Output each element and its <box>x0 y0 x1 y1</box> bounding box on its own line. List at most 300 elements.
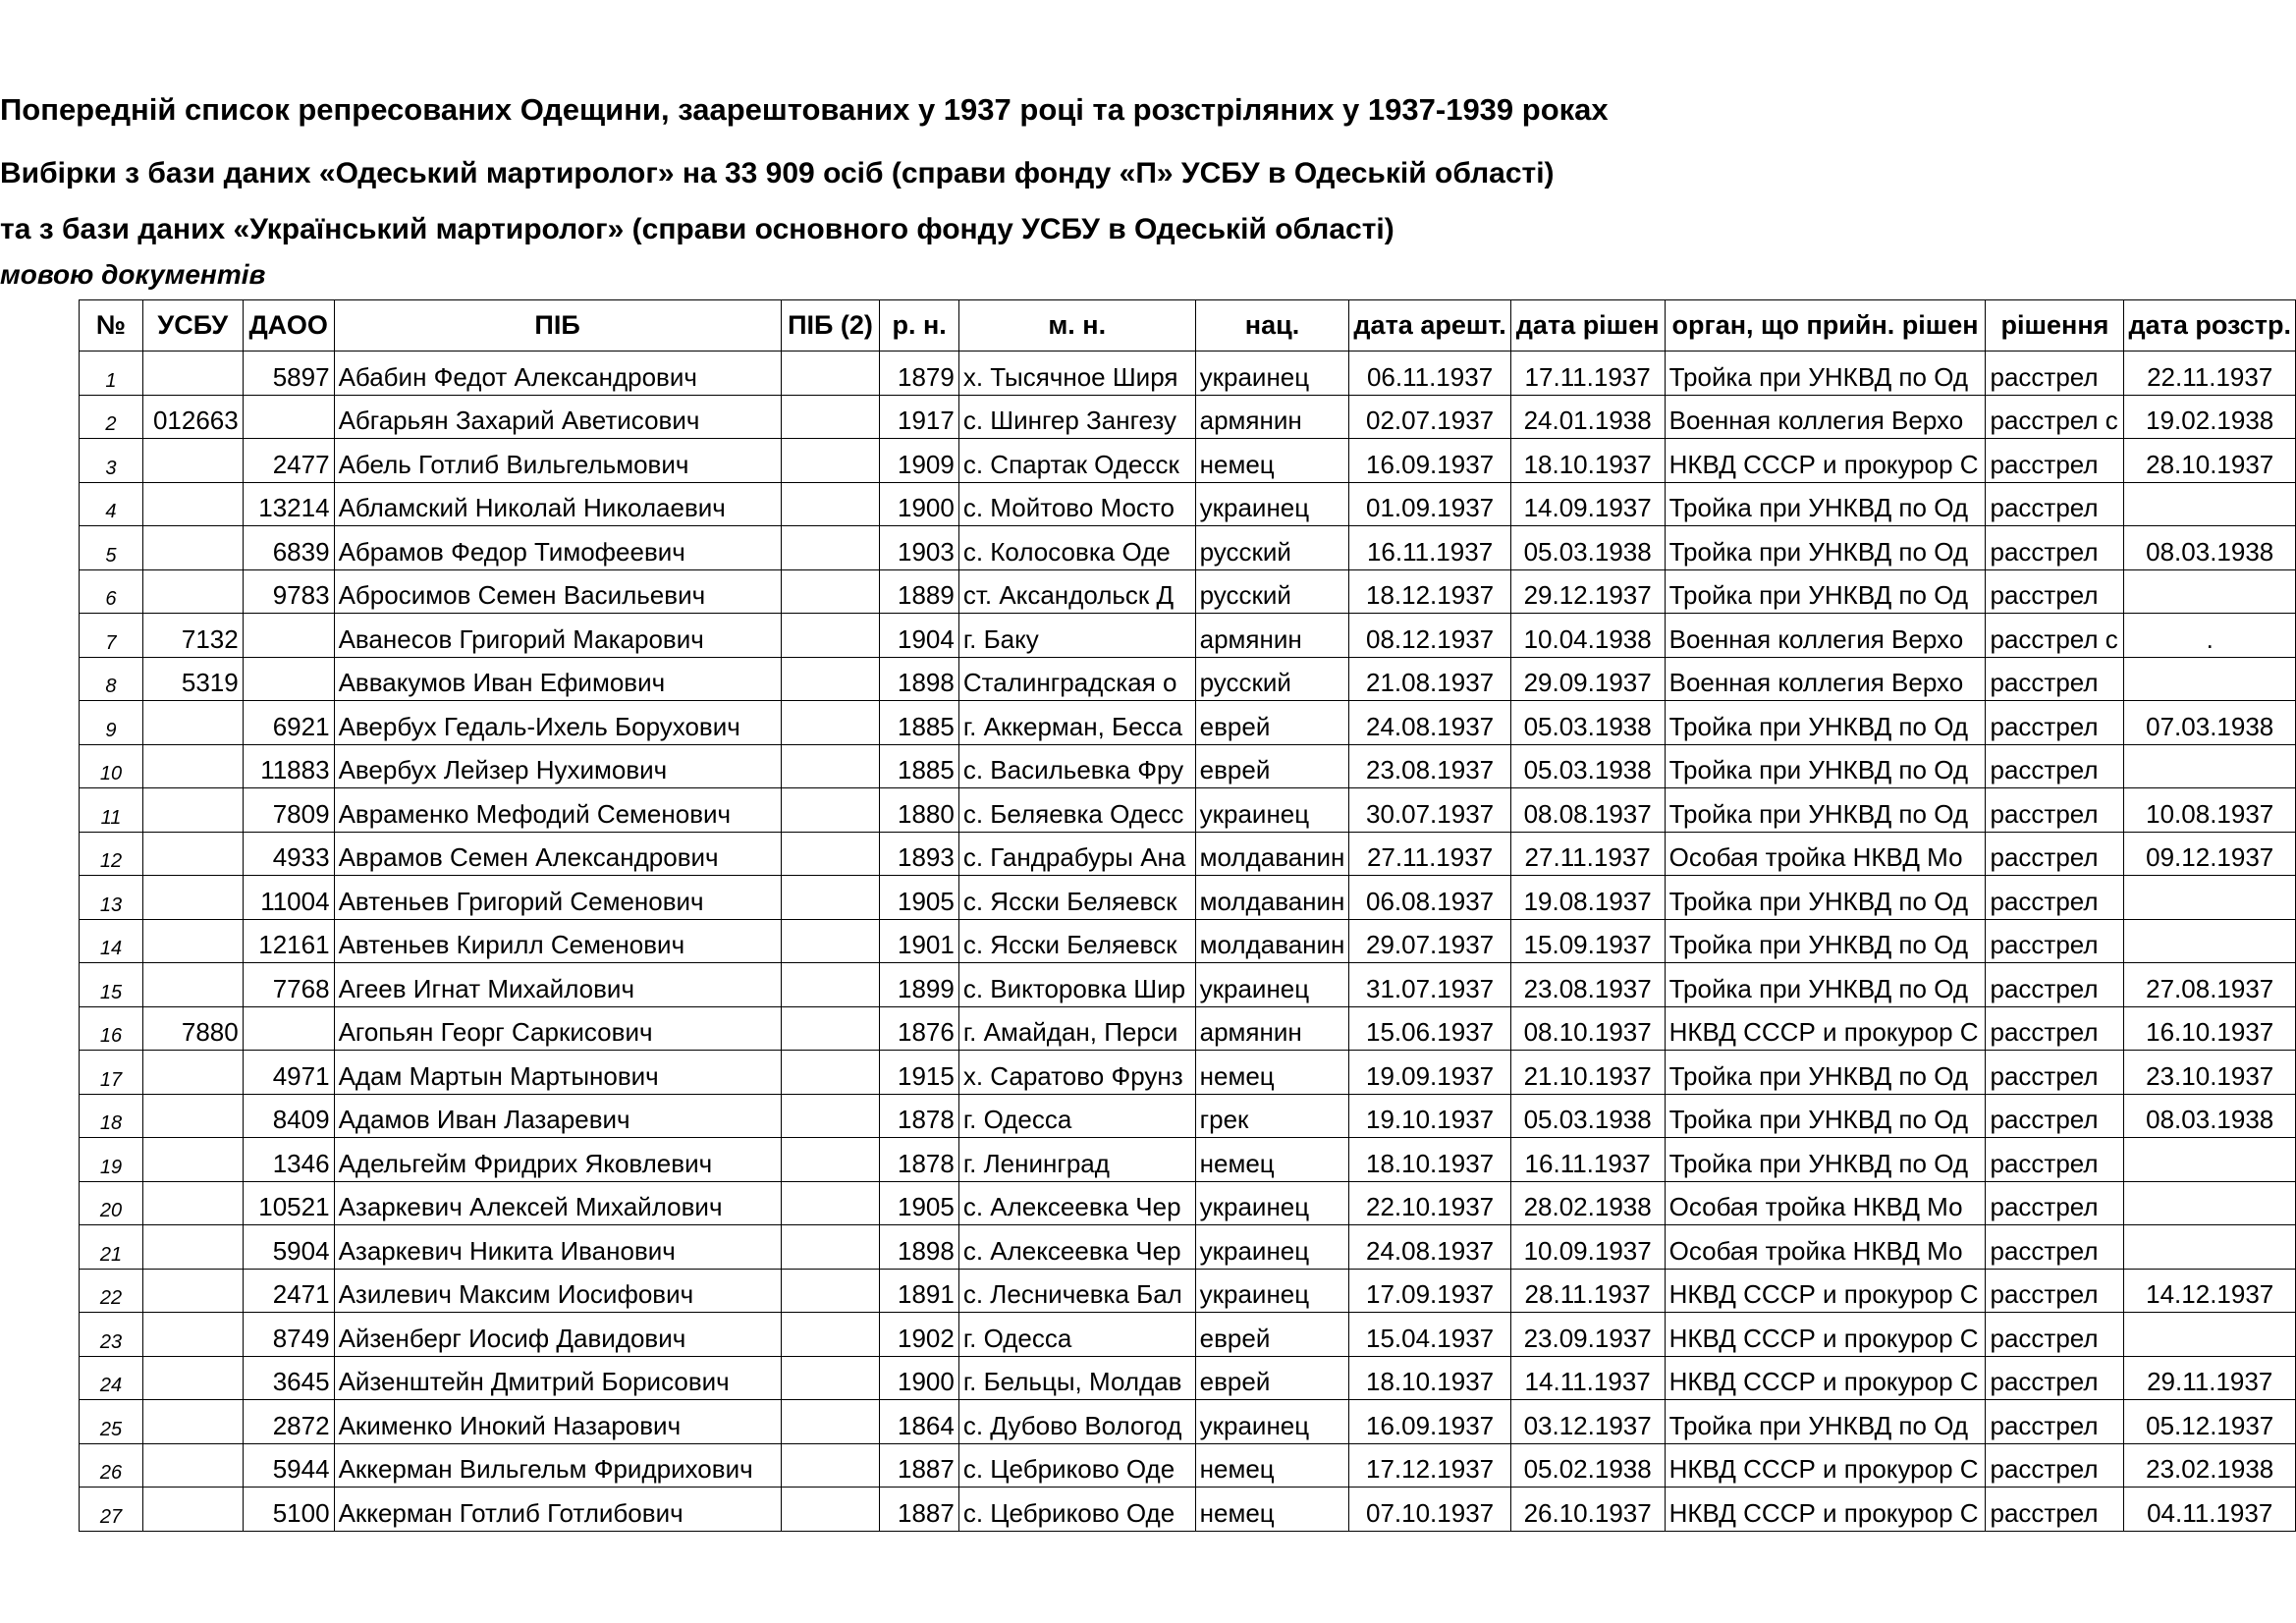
table-cell: Особая тройка НКВД Мо <box>1665 1181 1986 1225</box>
table-cell: х. Тысячное Ширя <box>958 352 1195 396</box>
table-cell: Авраменко Мефодий Семенович <box>334 788 781 833</box>
table-cell: Тройка при УНКВД по Од <box>1665 744 1986 788</box>
table-cell <box>781 614 880 658</box>
table-cell: украинец <box>1195 1181 1349 1225</box>
table-cell: расстрел <box>1986 1443 2124 1488</box>
table-cell: 21 <box>80 1225 143 1270</box>
table-row <box>80 744 2296 788</box>
table-cell: Тройка при УНКВД по Од <box>1665 1138 1986 1182</box>
table-cell: 1864 <box>880 1400 958 1444</box>
table-cell: 15 <box>80 963 143 1007</box>
table-cell: русский <box>1195 526 1349 570</box>
table-cell: 11883 <box>243 744 334 788</box>
table-cell: Агеев Игнат Михайлович <box>334 963 781 1007</box>
table-cell: 05.03.1938 <box>1510 526 1665 570</box>
table-cell <box>142 1138 243 1182</box>
table-cell: расстрел <box>1986 569 2124 614</box>
table-cell: НКВД СССР и прокурор С <box>1665 1488 1986 1532</box>
table-cell: с. Ясски Беляевск <box>958 919 1195 963</box>
table-cell: 19 <box>80 1138 143 1182</box>
table-cell: 19.10.1937 <box>1349 1094 1510 1138</box>
table-row <box>80 1269 2296 1313</box>
table-cell: 16.09.1937 <box>1349 439 1510 483</box>
table-cell <box>2124 569 2296 614</box>
table-cell <box>142 482 243 526</box>
table-cell: русский <box>1195 569 1349 614</box>
table-cell: армянин <box>1195 395 1349 439</box>
table-cell <box>243 395 334 439</box>
table-cell: 1899 <box>880 963 958 1007</box>
repressed-list-table <box>79 299 2296 1532</box>
table-cell: 27.11.1937 <box>1510 832 1665 876</box>
table-cell: 6839 <box>243 526 334 570</box>
table-cell <box>781 1225 880 1270</box>
table-cell: 5904 <box>243 1225 334 1270</box>
table-cell <box>142 1488 243 1532</box>
table-cell: Агопьян Георг Саркисович <box>334 1006 781 1051</box>
table-cell: расстрел <box>1986 526 2124 570</box>
table-cell: 01.09.1937 <box>1349 482 1510 526</box>
table-cell: 18.10.1937 <box>1349 1356 1510 1400</box>
table-cell: Азилевич Максим Иосифович <box>334 1269 781 1313</box>
table-cell: 1879 <box>880 352 958 396</box>
table-cell: 17.12.1937 <box>1349 1443 1510 1488</box>
table-cell: 29.11.1937 <box>2124 1356 2296 1400</box>
table-cell: 1885 <box>880 701 958 745</box>
table-cell: Тройка при УНКВД по Од <box>1665 569 1986 614</box>
table-cell: Тройка при УНКВД по Од <box>1665 1400 1986 1444</box>
table-cell: расстрел <box>1986 1225 2124 1270</box>
table-row <box>80 569 2296 614</box>
table-cell <box>781 1488 880 1532</box>
table-cell: 14 <box>80 919 143 963</box>
table-cell: немец <box>1195 1488 1349 1532</box>
table-cell: 3645 <box>243 1356 334 1400</box>
table-cell: НКВД СССР и прокурор С <box>1665 1356 1986 1400</box>
table-header-row <box>80 300 2296 352</box>
table-cell: расстрел <box>1986 1269 2124 1313</box>
table-cell: Тройка при УНКВД по Од <box>1665 788 1986 833</box>
table-cell: 1905 <box>880 876 958 920</box>
table-cell: расстрел <box>1986 963 2124 1007</box>
table-cell: 012663 <box>142 395 243 439</box>
table-cell <box>142 1269 243 1313</box>
table-cell: 10.08.1937 <box>2124 788 2296 833</box>
document-title: Попередній список репресованих Одещини, заарештованих у 1937 році та розстріляних у 1937-1939 роках <box>0 92 1609 127</box>
table-row <box>80 876 2296 920</box>
table-cell: 1880 <box>880 788 958 833</box>
table-cell: с. Алексеевка Чер <box>958 1181 1195 1225</box>
table-cell: 7809 <box>243 788 334 833</box>
table-cell <box>781 657 880 701</box>
table-cell: 15.06.1937 <box>1349 1006 1510 1051</box>
table-cell <box>781 832 880 876</box>
table-cell: 1893 <box>880 832 958 876</box>
table-cell <box>142 569 243 614</box>
table-cell: с. Алексеевка Чер <box>958 1225 1195 1270</box>
table-row <box>80 526 2296 570</box>
table-cell: молдаванин <box>1195 876 1349 920</box>
table-cell: 7132 <box>142 614 243 658</box>
table-cell: Абламский Николай Николаевич <box>334 482 781 526</box>
table-cell: 27.11.1937 <box>1349 832 1510 876</box>
table-cell: 2471 <box>243 1269 334 1313</box>
table-cell: Аврамов Семен Александрович <box>334 832 781 876</box>
table-cell: 23.10.1937 <box>2124 1051 2296 1095</box>
table-cell: 1901 <box>880 919 958 963</box>
table-row <box>80 657 2296 701</box>
table-cell: 08.08.1937 <box>1510 788 1665 833</box>
table-cell: еврей <box>1195 1313 1349 1357</box>
table-cell: 16.11.1937 <box>1349 526 1510 570</box>
table-cell: 1898 <box>880 1225 958 1270</box>
table-cell <box>781 1356 880 1400</box>
table-cell: 03.12.1937 <box>1510 1400 1665 1444</box>
table-row <box>80 352 2296 396</box>
table-cell: 4933 <box>243 832 334 876</box>
table-cell <box>2124 1313 2296 1357</box>
column-header: УСБУ <box>142 300 243 352</box>
table-cell: 1878 <box>880 1138 958 1182</box>
table-cell: 13214 <box>243 482 334 526</box>
table-cell: расстрел <box>1986 1356 2124 1400</box>
table-cell <box>781 1138 880 1182</box>
table-cell: 09.12.1937 <box>2124 832 2296 876</box>
table-cell: Адам Мартын Мартынович <box>334 1051 781 1095</box>
column-header: № <box>80 300 143 352</box>
column-header: ПІБ (2) <box>781 300 880 352</box>
table-cell <box>2124 1138 2296 1182</box>
table-cell: 5100 <box>243 1488 334 1532</box>
table-cell: Тройка при УНКВД по Од <box>1665 963 1986 1007</box>
table-cell: Аккерман Готлиб Готлибович <box>334 1488 781 1532</box>
table-row <box>80 439 2296 483</box>
table-cell: расстрел <box>1986 352 2124 396</box>
table-cell: 1905 <box>880 1181 958 1225</box>
table-cell: . <box>2124 614 2296 658</box>
table-cell <box>142 352 243 396</box>
table-cell: Автеньев Григорий Семенович <box>334 876 781 920</box>
table-cell: расстрел <box>1986 788 2124 833</box>
table-cell: 16.09.1937 <box>1349 1400 1510 1444</box>
table-cell: х. Саратово Фрунз <box>958 1051 1195 1095</box>
table-cell: расстрел <box>1986 1313 2124 1357</box>
table-cell: 05.02.1938 <box>1510 1443 1665 1488</box>
table-cell: 1887 <box>880 1488 958 1532</box>
table-cell: 1902 <box>880 1313 958 1357</box>
table-row <box>80 919 2296 963</box>
table-cell: расстрел <box>1986 701 2124 745</box>
table-row <box>80 1138 2296 1182</box>
table-row <box>80 1313 2296 1357</box>
table-cell: Военная коллегия Верхо <box>1665 614 1986 658</box>
document-note: мовою документів <box>0 259 266 290</box>
table-cell: 02.07.1937 <box>1349 395 1510 439</box>
table-cell: 9 <box>80 701 143 745</box>
table-cell: 28.10.1937 <box>2124 439 2296 483</box>
table-cell: с. Васильевка Фру <box>958 744 1195 788</box>
table-cell: Тройка при УНКВД по Од <box>1665 919 1986 963</box>
table-cell: г. Одесса <box>958 1094 1195 1138</box>
table-row <box>80 1051 2296 1095</box>
table-cell: Авербух Лейзер Нухимович <box>334 744 781 788</box>
table-row <box>80 788 2296 833</box>
table-cell: 28.11.1937 <box>1510 1269 1665 1313</box>
table-cell: 24.08.1937 <box>1349 701 1510 745</box>
table-cell: 5 <box>80 526 143 570</box>
table-cell <box>781 1313 880 1357</box>
table-cell: 15.09.1937 <box>1510 919 1665 963</box>
table-cell: 1903 <box>880 526 958 570</box>
table-cell <box>781 919 880 963</box>
table-cell: 08.12.1937 <box>1349 614 1510 658</box>
table-cell <box>142 1313 243 1357</box>
table-cell: расстрел <box>1986 832 2124 876</box>
table-cell: 06.08.1937 <box>1349 876 1510 920</box>
table-cell <box>781 1443 880 1488</box>
table-cell <box>2124 1181 2296 1225</box>
table-cell: 1891 <box>880 1269 958 1313</box>
table-cell: украинец <box>1195 352 1349 396</box>
table-cell: 1889 <box>880 569 958 614</box>
table-cell: 1915 <box>880 1051 958 1095</box>
column-header: м. н. <box>958 300 1195 352</box>
table-cell: 12 <box>80 832 143 876</box>
table-cell: 24.08.1937 <box>1349 1225 1510 1270</box>
table-cell: 1900 <box>880 482 958 526</box>
table-cell: с. Дубово Вологод <box>958 1400 1195 1444</box>
table-cell: Авербух Гедаль-Ихель Борухович <box>334 701 781 745</box>
table-cell <box>781 352 880 396</box>
table-cell <box>781 526 880 570</box>
table-cell <box>142 832 243 876</box>
table-cell: Азаркевич Алексей Михайлович <box>334 1181 781 1225</box>
table-cell <box>2124 657 2296 701</box>
table-cell: 19.09.1937 <box>1349 1051 1510 1095</box>
column-header: дата арешт. <box>1349 300 1510 352</box>
table-cell: расстрел <box>1986 1051 2124 1095</box>
table-cell <box>243 614 334 658</box>
table-cell: 18 <box>80 1094 143 1138</box>
table-cell: 22.10.1937 <box>1349 1181 1510 1225</box>
table-cell: Айзенберг Иосиф Давидович <box>334 1313 781 1357</box>
table-cell: 7880 <box>142 1006 243 1051</box>
table-cell: 27 <box>80 1488 143 1532</box>
table-cell: 1885 <box>880 744 958 788</box>
table-cell: 26.10.1937 <box>1510 1488 1665 1532</box>
table-cell: 28.02.1938 <box>1510 1181 1665 1225</box>
table-cell: 13 <box>80 876 143 920</box>
table-cell: г. Одесса <box>958 1313 1195 1357</box>
table-cell: 1898 <box>880 657 958 701</box>
table-row <box>80 482 2296 526</box>
table-cell: 08.10.1937 <box>1510 1006 1665 1051</box>
table-cell: Тройка при УНКВД по Од <box>1665 352 1986 396</box>
table-cell <box>142 1181 243 1225</box>
table-cell: 16.11.1937 <box>1510 1138 1665 1182</box>
table-cell: 11004 <box>243 876 334 920</box>
table-cell <box>142 1225 243 1270</box>
table-cell: 26 <box>80 1443 143 1488</box>
table-cell: 05.03.1938 <box>1510 744 1665 788</box>
table-cell: г. Аккерман, Бесса <box>958 701 1195 745</box>
table-cell: 14.09.1937 <box>1510 482 1665 526</box>
table-cell <box>2124 482 2296 526</box>
table-cell: 1917 <box>880 395 958 439</box>
table-cell: грек <box>1195 1094 1349 1138</box>
table-cell <box>781 395 880 439</box>
table-cell: еврей <box>1195 701 1349 745</box>
table-cell: 21.08.1937 <box>1349 657 1510 701</box>
column-header: р. н. <box>880 300 958 352</box>
table-cell: 23.02.1938 <box>2124 1443 2296 1488</box>
table-cell: украинец <box>1195 788 1349 833</box>
table-cell: с. Викторовка Шир <box>958 963 1195 1007</box>
table-cell: 04.11.1937 <box>2124 1488 2296 1532</box>
table-cell: Абросимов Семен Васильевич <box>334 569 781 614</box>
table-cell <box>781 701 880 745</box>
table-cell: 29.07.1937 <box>1349 919 1510 963</box>
table-cell: 7 <box>80 614 143 658</box>
table-cell: 05.03.1938 <box>1510 701 1665 745</box>
table-cell: 5319 <box>142 657 243 701</box>
table-cell: 1904 <box>880 614 958 658</box>
column-header: орган, що прийн. рішен <box>1665 300 1986 352</box>
table-cell <box>2124 1225 2296 1270</box>
table-cell: 17 <box>80 1051 143 1095</box>
table-cell <box>781 788 880 833</box>
table-cell: 22.11.1937 <box>2124 352 2296 396</box>
table-cell: Тройка при УНКВД по Од <box>1665 482 1986 526</box>
table-cell: Военная коллегия Верхо <box>1665 395 1986 439</box>
table-cell: с. Колосовка Оде <box>958 526 1195 570</box>
table-cell: Абгарьян Захарий Аветисович <box>334 395 781 439</box>
table-cell <box>2124 744 2296 788</box>
table-cell <box>781 1006 880 1051</box>
table-row <box>80 614 2296 658</box>
table-cell: г. Бельцы, Молдав <box>958 1356 1195 1400</box>
table-cell: 10.09.1937 <box>1510 1225 1665 1270</box>
table-cell: немец <box>1195 1443 1349 1488</box>
column-header: дата розстр. <box>2124 300 2296 352</box>
table-cell: украинец <box>1195 1269 1349 1313</box>
table-cell: 3 <box>80 439 143 483</box>
table-cell <box>781 876 880 920</box>
table-cell: расстрел с <box>1986 395 2124 439</box>
table-cell <box>142 744 243 788</box>
table-row <box>80 1006 2296 1051</box>
table-cell: Абель Готлиб Вильгельмович <box>334 439 781 483</box>
table-cell: 4 <box>80 482 143 526</box>
table-cell: 12161 <box>243 919 334 963</box>
table-cell <box>142 788 243 833</box>
table-cell: 10 <box>80 744 143 788</box>
table-cell: 2477 <box>243 439 334 483</box>
table-cell: 23.09.1937 <box>1510 1313 1665 1357</box>
table-cell: Айзенштейн Дмитрий Борисович <box>334 1356 781 1400</box>
table-cell <box>781 1094 880 1138</box>
table-row <box>80 832 2296 876</box>
table-cell: 1876 <box>880 1006 958 1051</box>
table-cell <box>781 1400 880 1444</box>
table-cell: 1 <box>80 352 143 396</box>
table-cell: 4971 <box>243 1051 334 1095</box>
table-cell <box>142 1051 243 1095</box>
table-cell: еврей <box>1195 744 1349 788</box>
table-cell: русский <box>1195 657 1349 701</box>
table-cell: расстрел <box>1986 1181 2124 1225</box>
table-cell <box>781 482 880 526</box>
table-cell: Акименко Инокий Назарович <box>334 1400 781 1444</box>
table-cell: 2 <box>80 395 143 439</box>
table-cell: 1909 <box>880 439 958 483</box>
table-cell: немец <box>1195 1051 1349 1095</box>
table-cell <box>781 1051 880 1095</box>
table-cell: 08.03.1938 <box>2124 526 2296 570</box>
table-cell <box>142 526 243 570</box>
table-cell: расстрел <box>1986 1006 2124 1051</box>
table-cell: расстрел <box>1986 744 2124 788</box>
table-cell: 1346 <box>243 1138 334 1182</box>
table-cell: 23.08.1937 <box>1349 744 1510 788</box>
table-cell: Аванесов Григорий Макарович <box>334 614 781 658</box>
table-cell: молдаванин <box>1195 832 1349 876</box>
table-cell: с. Лесничевка Бал <box>958 1269 1195 1313</box>
table-cell <box>142 1094 243 1138</box>
table-row <box>80 1356 2296 1400</box>
table-cell: 15.04.1937 <box>1349 1313 1510 1357</box>
table-cell: армянин <box>1195 1006 1349 1051</box>
table-row <box>80 1181 2296 1225</box>
table-cell: 29.12.1937 <box>1510 569 1665 614</box>
table-cell: НКВД СССР и прокурор С <box>1665 1269 1986 1313</box>
table-cell: 8749 <box>243 1313 334 1357</box>
table-row <box>80 1488 2296 1532</box>
table-cell: 23.08.1937 <box>1510 963 1665 1007</box>
table-cell: 07.03.1938 <box>2124 701 2296 745</box>
table-cell: расстрел <box>1986 657 2124 701</box>
table-cell: 27.08.1937 <box>2124 963 2296 1007</box>
table-cell: 23 <box>80 1313 143 1357</box>
table-cell: 11 <box>80 788 143 833</box>
table-cell: 1887 <box>880 1443 958 1488</box>
table-cell: 05.03.1938 <box>1510 1094 1665 1138</box>
table-cell: г. Баку <box>958 614 1195 658</box>
table-cell: 29.09.1937 <box>1510 657 1665 701</box>
table-cell: 8409 <box>243 1094 334 1138</box>
table-cell: 24.01.1938 <box>1510 395 1665 439</box>
table-cell: расстрел <box>1986 1094 2124 1138</box>
table-cell: 22 <box>80 1269 143 1313</box>
table-cell: 30.07.1937 <box>1349 788 1510 833</box>
table-cell: 2872 <box>243 1400 334 1444</box>
table-cell: НКВД СССР и прокурор С <box>1665 1006 1986 1051</box>
table-cell: расстрел <box>1986 1138 2124 1182</box>
table-cell: 17.11.1937 <box>1510 352 1665 396</box>
column-header: ДАОО <box>243 300 334 352</box>
table-cell: 14.11.1937 <box>1510 1356 1665 1400</box>
table-cell: 5944 <box>243 1443 334 1488</box>
table-cell: 6 <box>80 569 143 614</box>
table-cell: 07.10.1937 <box>1349 1488 1510 1532</box>
table-cell: с. Спартак Одесск <box>958 439 1195 483</box>
table-cell: Аввакумов Иван Ефимович <box>334 657 781 701</box>
table-cell: 31.07.1937 <box>1349 963 1510 1007</box>
table-cell: Особая тройка НКВД Мо <box>1665 1225 1986 1270</box>
table-cell: с. Гандрабуры Ана <box>958 832 1195 876</box>
table-cell: Абабин Федот Александрович <box>334 352 781 396</box>
table-cell: 18.12.1937 <box>1349 569 1510 614</box>
